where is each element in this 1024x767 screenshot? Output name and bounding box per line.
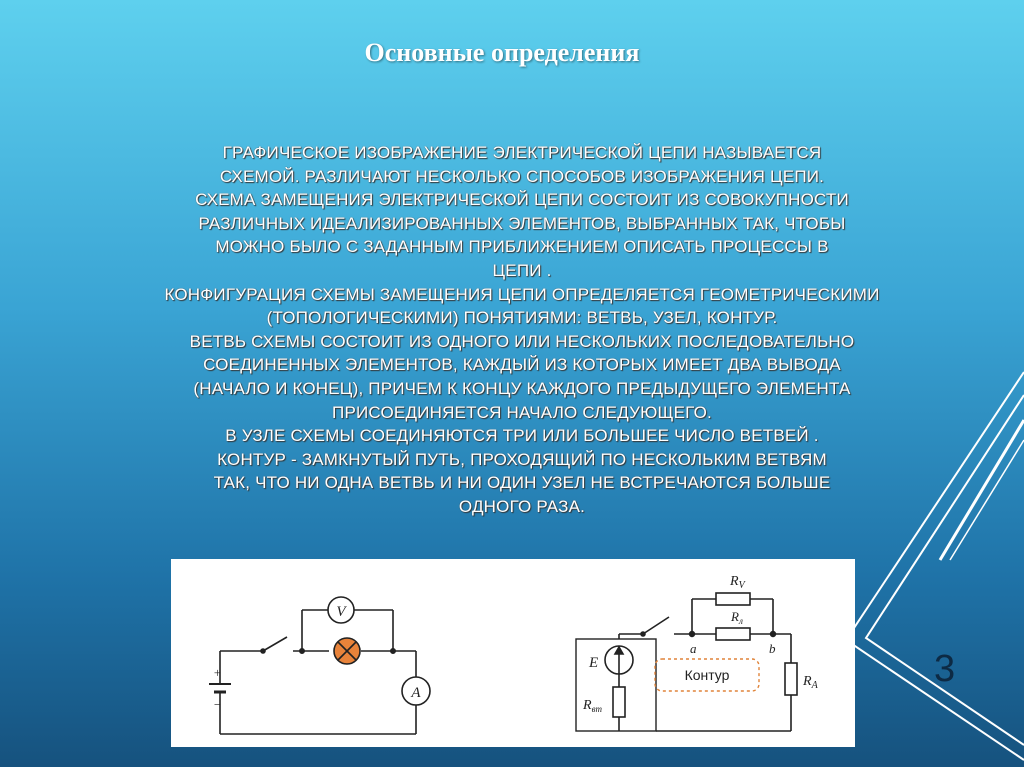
minus-sign: − <box>213 697 222 712</box>
rv-label: $R_V$ <box>730 574 745 591</box>
text-line: ЦЕПИ . <box>492 260 552 280</box>
text-line: СОЕДИНЕННЫХ ЭЛЕМЕНТОВ, КАЖДЫЙ ИЗ КОТОРЫХ ИМЕЕТ ДВА ВЫВОДА <box>203 355 841 375</box>
text-line: В УЗЛЕ СХЕМЫ СОЕДИНЯЮТСЯ ТРИ ИЛИ БОЛЬШЕЕ ЧИСЛО ВЕТВЕЙ . <box>225 426 819 446</box>
voltmeter-label: V <box>336 604 346 620</box>
text-line: КОНТУР - ЗАМКНУТЫЙ ПУТЬ, ПРОХОДЯЩИЙ ПО НЕСКОЛЬКИМ ВЕТВЯМ <box>217 449 827 469</box>
rl-label: $R_л$ <box>731 609 743 626</box>
rvt-resistor <box>613 687 625 717</box>
ra-label: $R_A$ <box>803 674 818 691</box>
rv-resistor <box>716 593 750 605</box>
node-a-label: a <box>690 641 697 656</box>
text-line: СХЕМА ЗАМЕЩЕНИЯ ЭЛЕКТРИЧЕСКОЙ ЦЕПИ СОСТОИТ ИЗ СОВОКУПНОСТИ <box>195 190 849 210</box>
text-line: ГРАФИЧЕСКОЕ ИЗОБРАЖЕНИЕ ЭЛЕКТРИЧЕСКОЙ ЦЕПИ НАЗЫВАЕТСЯ <box>222 143 822 162</box>
text-line: РАЗЛИЧНЫХ ИДЕАЛИЗИРОВАННЫХ ЭЛЕМЕНТОВ, ВЫБРАННЫХ ТАК, ЧТОБЫ <box>198 213 846 233</box>
rvt-label: $R_{вт}$ <box>583 698 602 714</box>
contour-label: Контур <box>684 667 730 683</box>
text-line: (НАЧАЛО И КОНЕЦ), ПРИЧЕМ К КОНЦУ КАЖДОГО ПРЕДЫДУЩЕГО ЭЛЕМЕНТА <box>193 378 851 398</box>
left-circuit <box>209 597 430 734</box>
plus-sign: + <box>213 665 222 680</box>
ammeter-label: A <box>411 685 421 701</box>
text-line: ПРИСОЕДИНЯЕТСЯ НАЧАЛО СЛЕДУЮЩЕГО. <box>332 402 712 422</box>
ra-resistor <box>785 663 797 695</box>
text-line: КОНФИГУРАЦИЯ СХЕМЫ ЗАМЕЩЕНИЯ ЦЕПИ ОПРЕДЕЛЯЕТСЯ ГЕОМЕТРИЧЕСКИМИ <box>164 284 880 304</box>
circuit-figure <box>171 559 855 747</box>
switch-blade <box>263 637 287 651</box>
text-line: (ТОПОЛОГИЧЕСКИМИ) ПОНЯТИЯМИ: ВЕТВЬ, УЗЕЛ, КОНТУР. <box>266 308 778 328</box>
node-b-label: b <box>769 641 776 656</box>
slide-title: Основные определения <box>364 38 640 67</box>
slide-number: 3 <box>934 648 956 690</box>
definitions-text <box>90 141 954 519</box>
text-line: ОДНОГО РАЗА. <box>458 496 586 516</box>
text-line: СХЕМОЙ. РАЗЛИЧАЮТ НЕСКОЛЬКО СПОСОБОВ ИЗОБРАЖЕНИЯ ЦЕПИ. <box>219 166 825 186</box>
right-circuit <box>576 593 797 731</box>
text-line: МОЖНО БЫЛО С ЗАДАННЫМ ПРИБЛИЖЕНИЕМ ОПИСАТЬ ПРОЦЕССЫ В <box>215 237 829 257</box>
switch-blade <box>643 617 669 634</box>
text-line: ТАК, ЧТО НИ ОДНА ВЕТВЬ И НИ ОДИН УЗЕЛ НЕ ВСТРЕЧАЮТСЯ БОЛЬШЕ <box>213 473 831 493</box>
text-line: ВЕТВЬ СХЕМЫ СОСТОИТ ИЗ ОДНОГО ИЛИ НЕСКОЛЬКИХ ПОСЛЕДОВАТЕЛЬНО <box>189 331 855 351</box>
rl-resistor <box>716 628 750 640</box>
source-e-label: E <box>589 655 599 671</box>
